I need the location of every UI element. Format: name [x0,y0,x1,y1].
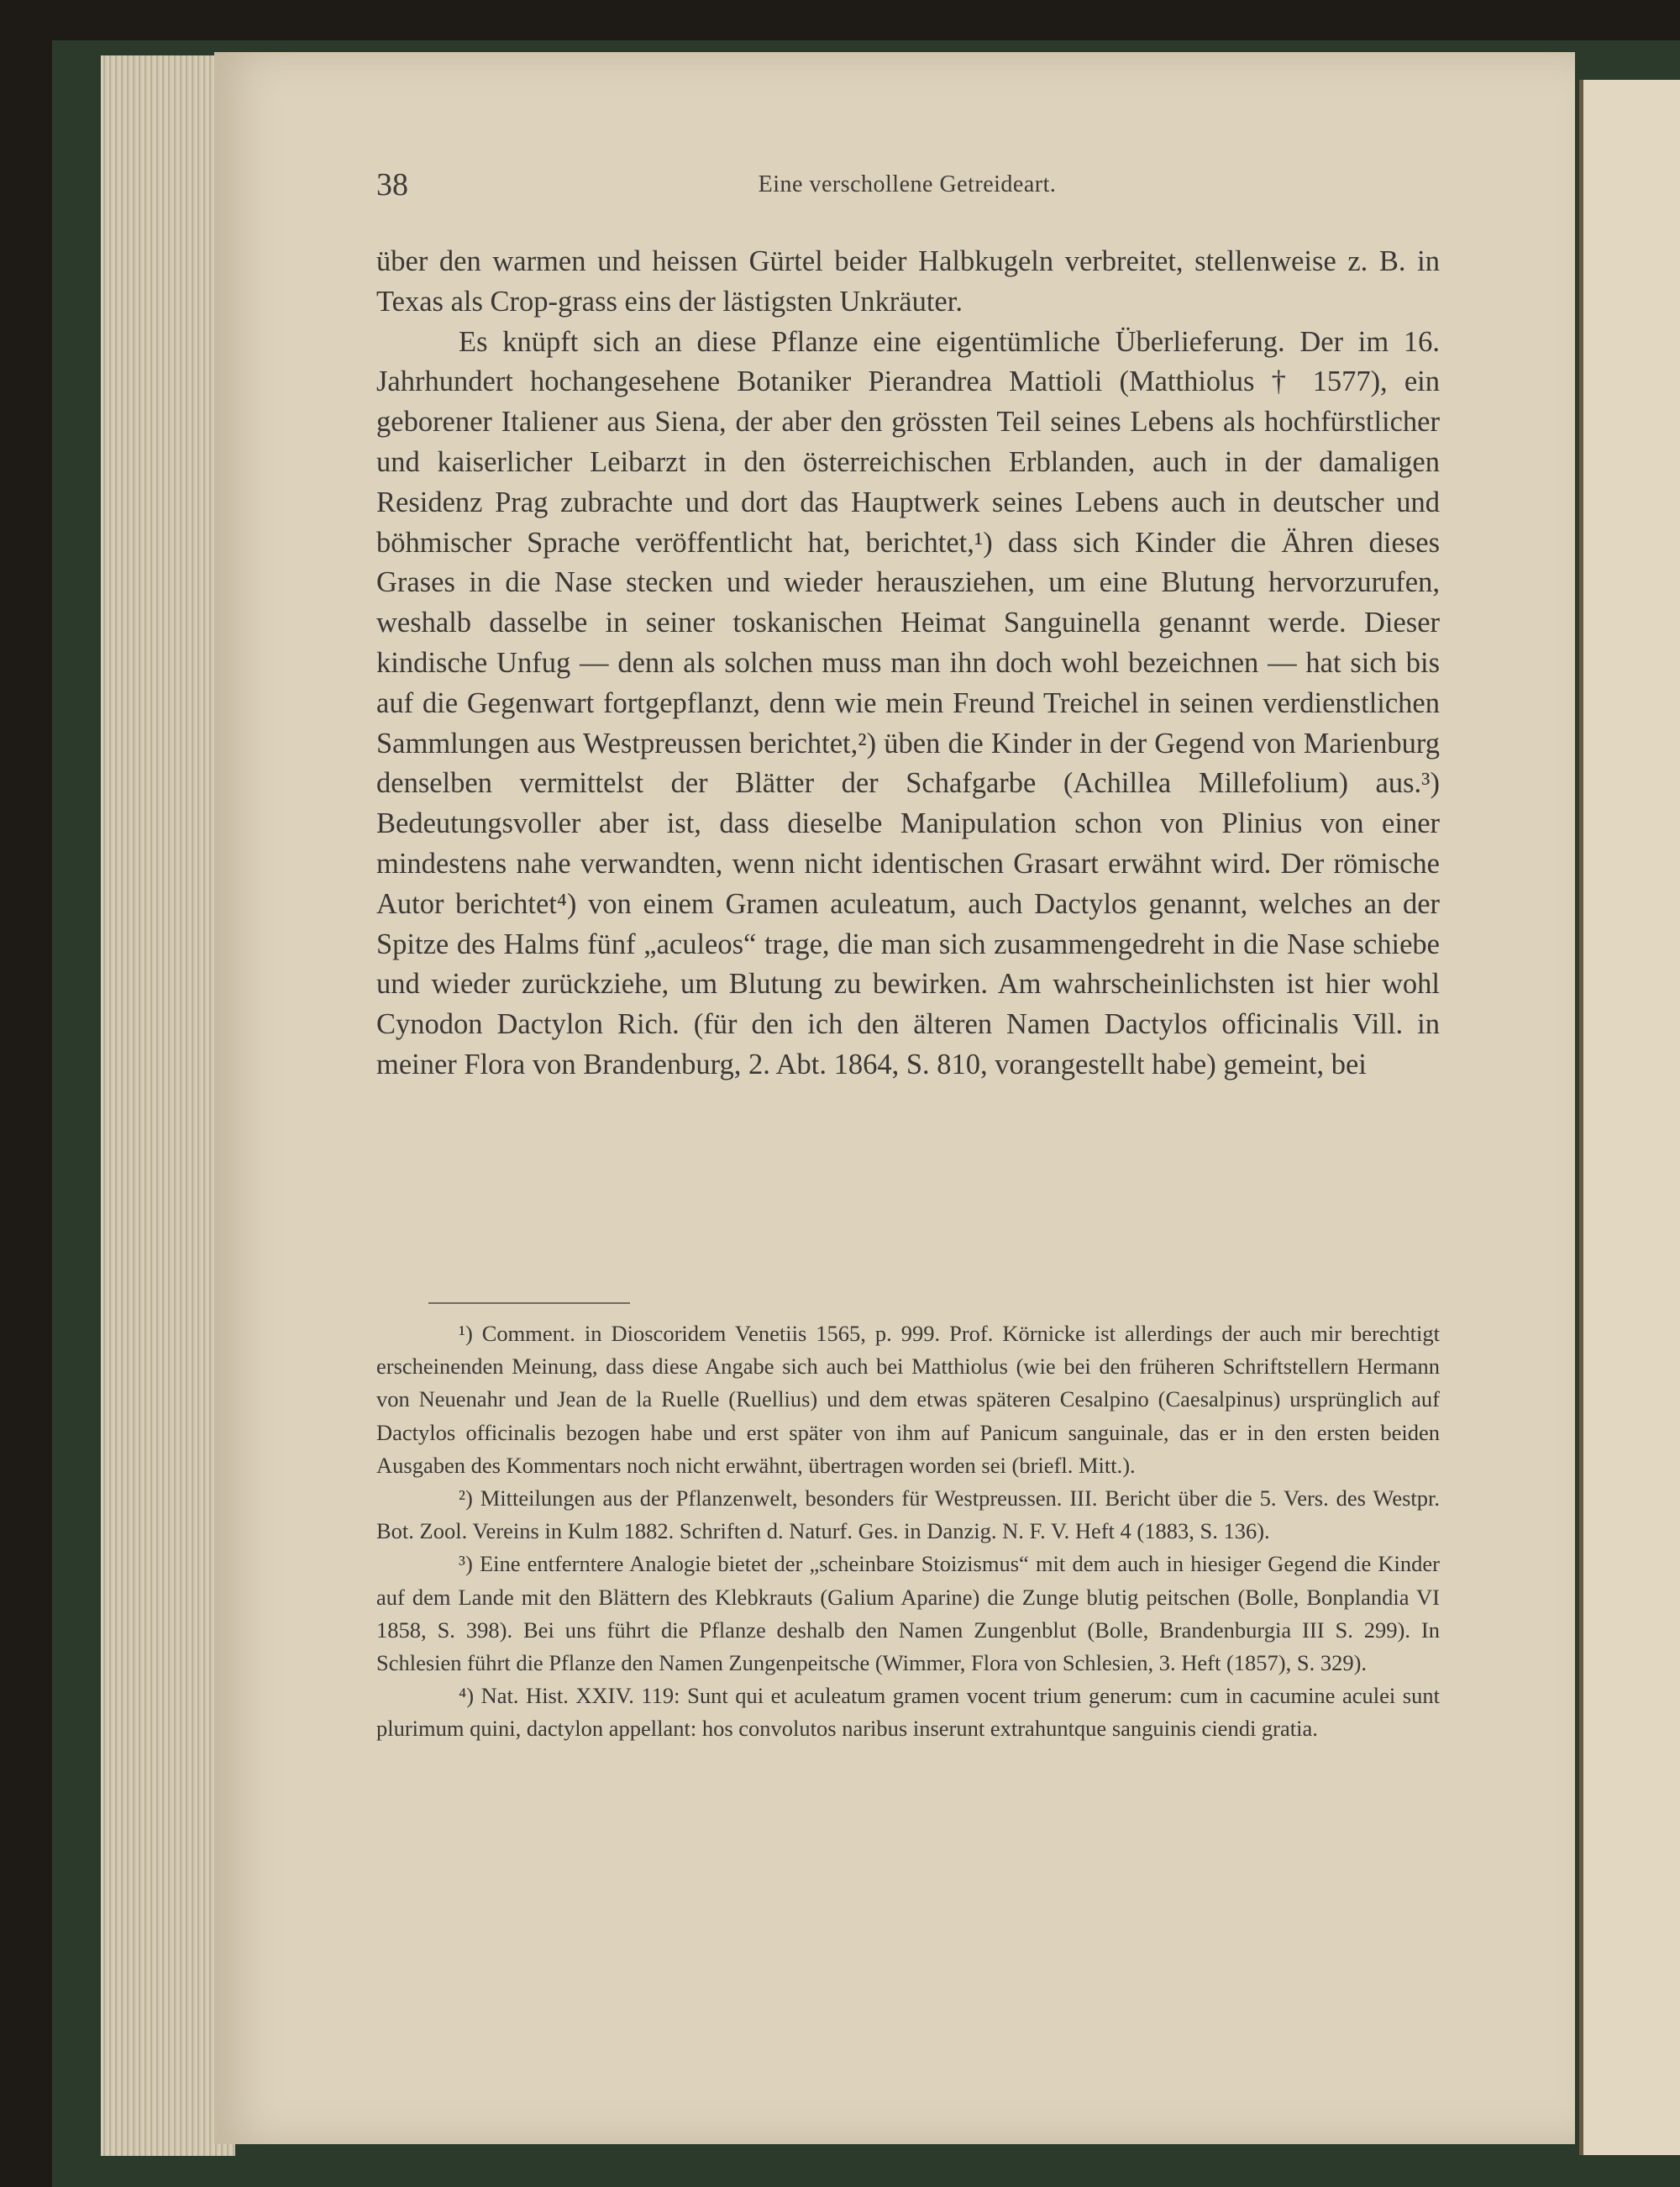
footnote-1: ¹) Comment. in Dioscoridem Venetiis 1565, p. 999. Prof. Körnicke ist allerdings der auch mir berechtigt erscheinenden Meinung, dass diese Angabe sich auch bei Matthiolus (wie bei den früheren Schriftstellern Hermann von Neuenahr und Jean de la Ruelle (Ruellius) und dem etwas späteren Cesalpino (Caesalpinus) ursprünglich auf Dactylos officinalis bezogen habe und erst später von ihm auf Panicum sanguinale, das er in den ersten beiden Ausgaben des Kommentars noch nicht erwähnt, übertragen worden sei (briefl. Mitt.). [376,1321,1440,1478]
page-number: 38 [376,167,408,202]
paragraph-1: über den warmen und heissen Gürtel beider Halbkugeln verbreitet, stellenweise z. B. in Texas als Crop-grass eins der lästigsten Unkräuter. [376,245,1440,318]
facing-page-edge [1579,80,1680,2155]
footnote-rule [428,1302,630,1304]
paragraph-2: Es knüpft sich an diese Pflanze eine eigentümliche Überlieferung. Der im 16. Jahrhundert hochangesehene Botaniker Pierandrea Mattioli (Matthiolus † 1577), ein geborener Italiener aus Siena, der aber den grössten Teil seines Lebens als hochfürstlicher und kaiserlicher Leibarzt in den österreichischen Erblanden, auch in der damaligen Residenz Prag zubrachte und dort das Hauptwerk seines Lebens auch in deutscher und böhmischer Sprache veröffentlicht hat, berichtet,¹) dass sich Kinder die Ähren dieses Grases in die Nase stecken und wieder herausziehen, um eine Blutung hervorzurufen, weshalb dasselbe in seiner toskanischen Heimat Sanguinella genannt werde. Dieser kindische Unfug — denn als solchen muss man ihn doch wohl bezeichnen — hat sich bis auf die Gegenwart fortgepflanzt, denn wie mein Freund Treichel in seinen verdienstlichen Sammlungen aus Westpreussen berichtet,²) üben die Kinder in der Gegend von Marienburg denselben vermittelst der Blätter der Schafgarbe (Achillea Millefolium) aus.³) Bedeutungsvoller aber ist, dass dieselbe Manipulation schon von Plinius von einer mindestens nahe verwandten, wenn nicht identischen Grasart erwähnt wird. Der römische Autor berichtet⁴) von einem Gramen aculeatum, auch Dactylos genannt, welches an der Spitze des Halms fünf „aculeos“ trage, die man sich zusammengedreht in die Nase schiebe und wieder zurückziehe, um Blutung zu bewirken. Am wahrscheinlichsten ist hier wohl Cynodon Dactylon Rich. (für den ich den älteren Namen Dactylos officinalis Vill. in meiner Flora von Brandenburg, 2. Abt. 1864, S. 810, vorangestellt habe) gemeint, bei [376,325,1440,1080]
footnote-4: ⁴) Nat. Hist. XXIV. 119: Sunt qui et aculeatum gramen vocent trium generum: cum in cacumine aculei sunt plurimum quini, dactylon appellant: hos convolutos naribus inserunt extrahuntque sanguinis ciendi gratia. [376,1683,1440,1742]
running-header [370,166,1445,213]
footnote-2: ²) Mitteilungen aus der Pflanzenwelt, besonders für Westpreussen. III. Bericht über die 5. Vers. des Westpr. Bot. Zool. Vereins in Kulm 1882. Schriften d. Naturf. Ges. in Danzig. N. F. V. Heft 4 (1883, S. 136). [376,1485,1440,1544]
body-text [376,242,1440,1086]
footnote-3: ³) Eine entferntere Analogie bietet der „scheinbare Stoizismus“ mit dem auch in hiesiger Gegend die Kinder auf dem Lande mit den Blättern des Klebkrauts (Galium Aparine) die Zunge blutig peitschen (Bolle, Bonplandia VI 1858, S. 398). Bei uns führt die Pflanze deshalb den Namen Zungenblut (Bolle, Brandenburgia III S. 299). In Schlesien führt die Pflanze den Namen Zungenpeitsche (Wimmer, Flora von Schlesien, 3. Heft (1857), S. 329). [376,1551,1440,1676]
running-title: Eine verschollene Getreideart. [758,171,1057,197]
footnotes [376,1317,1440,1746]
